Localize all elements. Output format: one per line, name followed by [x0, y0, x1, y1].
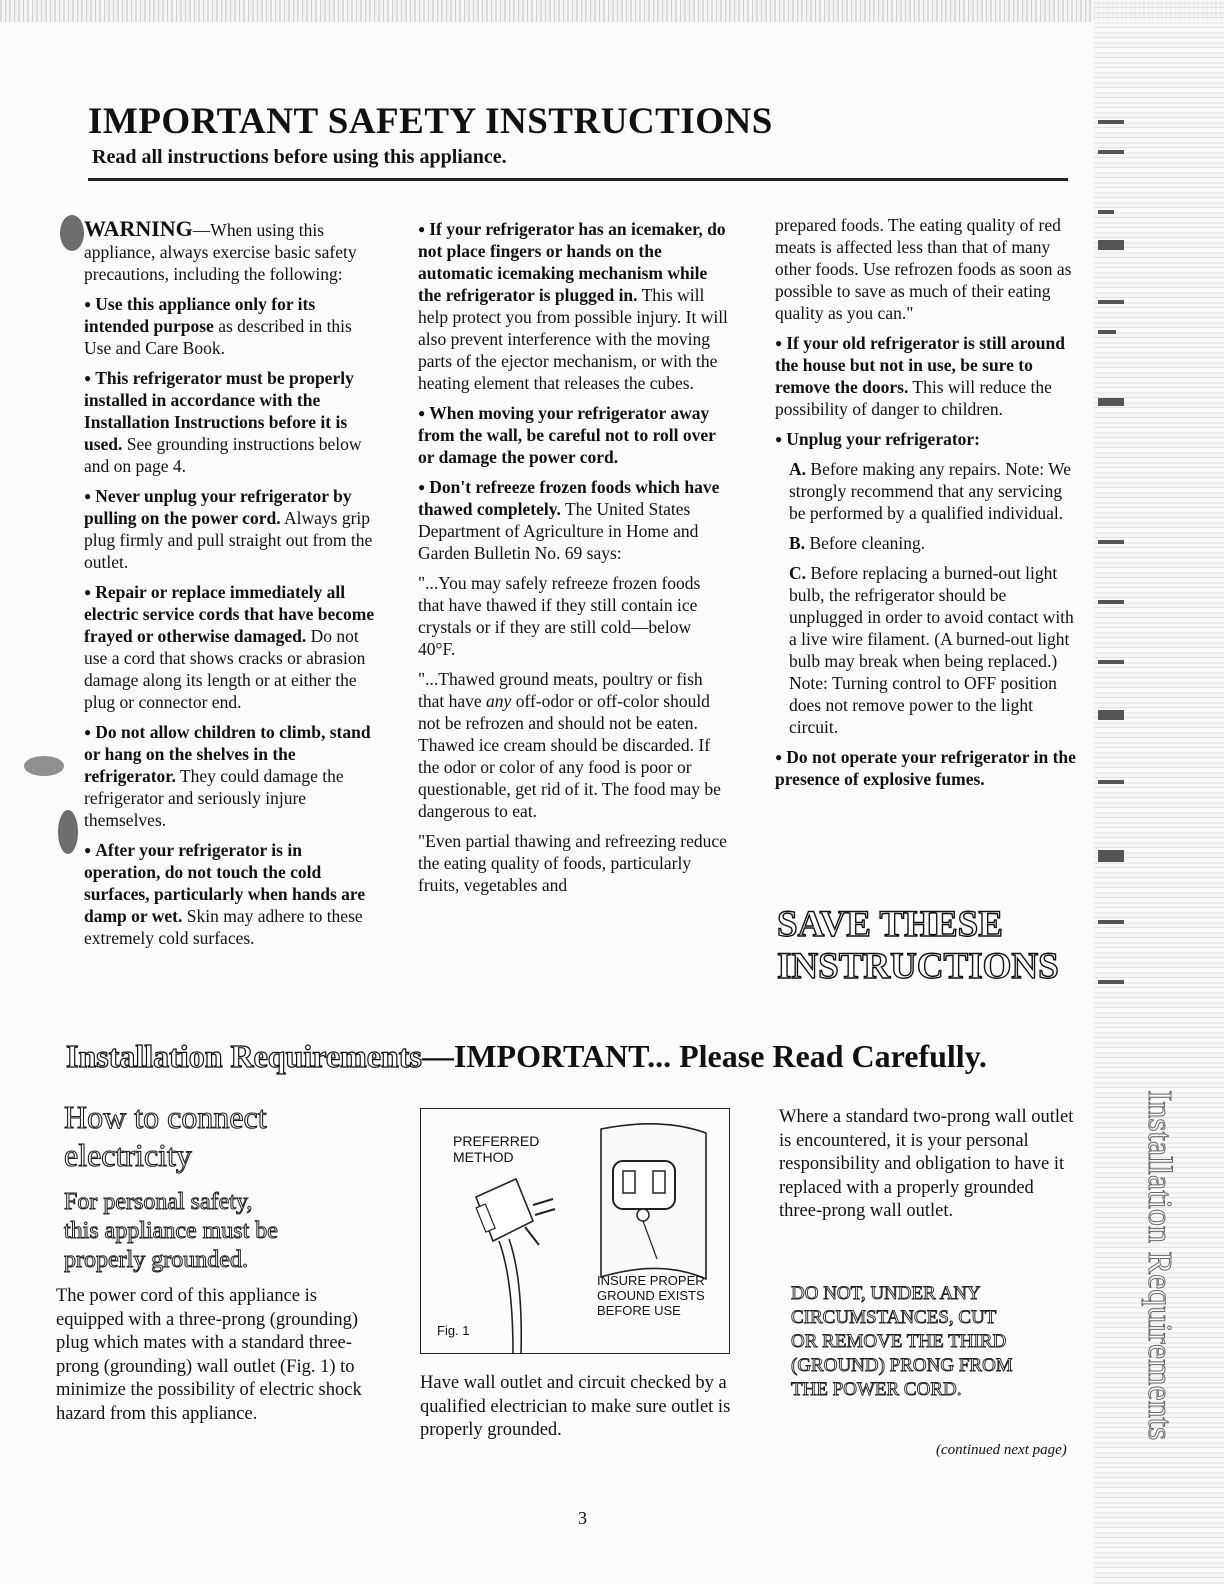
installation-title-outline: Installation Requirements	[66, 1038, 422, 1074]
safety-column-1	[70, 218, 378, 957]
instruction-bold: If your old refrigerator is still around the house but not in use, be sure to remove the doors.	[775, 333, 1065, 397]
figure-text: GROUND EXISTS	[597, 1288, 705, 1303]
list-text: Before cleaning.	[805, 533, 926, 553]
instruction-text: This will help protect you from possible injury. It will also prevent interference with the moving parts of the ejector mechanism, or with the heating element that releases the cubes.	[418, 285, 728, 393]
instruction-bold: When moving your refrigerator away from the wall, be careful not to roll over or damage the power cord.	[418, 403, 716, 467]
instruction-text: as described in this Use and Care Book.	[84, 316, 352, 358]
figure-number: Fig. 1	[437, 1323, 470, 1338]
list-label: B.	[789, 533, 806, 553]
bullet-icon: ●	[418, 222, 426, 236]
bullet-icon: ●	[84, 843, 92, 857]
instruction-bold: Do not operate your refrigerator in the presence of explosive fumes.	[775, 747, 1076, 789]
edge-mark	[1098, 210, 1114, 214]
edge-mark	[1098, 330, 1116, 334]
instruction-bold: This refrigerator must be properly installed in accordance with the Installation Instructions before it is used.	[84, 368, 354, 454]
instruction-bold: Do not allow children to climb, stand or hang on the shelves in the refrigerator.	[84, 722, 371, 786]
installation-heading	[66, 1038, 987, 1075]
edge-mark	[1098, 398, 1124, 406]
how-to-connect-heading	[64, 1098, 267, 1174]
usda-quote-3: "Even partial thawing and refreezing reduce the eating quality of foods, particularly fruits, vegetables and	[418, 831, 727, 895]
warning-line: THE POWER CORD.	[791, 1379, 962, 1400]
grounding-body: The power cord of this appliance is equipped with a three-prong (grounding) plug which mates with a standard three-prong (grounding) wall outlet (Fig. 1) to minimize the possibility of electric shock hazard from this appliance.	[56, 1286, 362, 1424]
instruction-text: The United States Department of Agriculture in Home and Garden Bulletin No. 69 says:	[418, 499, 699, 563]
edge-mark	[1098, 850, 1124, 862]
edge-mark	[1098, 920, 1124, 924]
page-title: IMPORTANT SAFETY INSTRUCTIONS	[88, 101, 773, 142]
instruction-text: Always grip plug firmly and pull straight out from the outlet.	[84, 508, 373, 572]
figure-text: PREFERRED	[453, 1133, 540, 1149]
bullet-icon: ●	[418, 406, 426, 420]
save-line: INSTRUCTIONS	[777, 946, 1059, 987]
instruction-bold: Unplug your refrigerator:	[786, 429, 981, 449]
edge-mark	[1098, 540, 1124, 544]
figure-1	[420, 1108, 730, 1354]
figure-text: METHOD	[453, 1149, 514, 1165]
quote-emphasis: any	[486, 691, 512, 711]
bullet-icon: ●	[775, 432, 783, 446]
instruction-bold: After your refrigerator is in operation, do not touch the cold surfaces, particularly when hands are damp or wet.	[84, 840, 366, 926]
grounding-heading	[64, 1188, 278, 1275]
edge-mark	[1098, 600, 1124, 604]
list-label: A.	[789, 459, 807, 479]
warning-line: DO NOT, UNDER ANY	[791, 1283, 981, 1304]
instruction-text: Do not use a cord that shows cracks or abrasion damage along its length or at either the plug or connector end.	[84, 626, 366, 712]
page-number: 3	[578, 1508, 587, 1528]
bullet-icon: ●	[84, 297, 92, 311]
continued-note: (continued next page)	[936, 1442, 1067, 1458]
usda-quote-2	[418, 668, 730, 822]
edge-mark	[1098, 660, 1124, 664]
page-subtitle: Read all instructions before using this appliance.	[92, 146, 507, 168]
heading-line: this appliance must be	[64, 1218, 278, 1244]
warning-line: (GROUND) PRONG FROM	[791, 1355, 1013, 1376]
do-not-warning	[791, 1282, 1013, 1402]
instruction-bold: Never unplug your refrigerator by pulling on the power cord.	[84, 486, 352, 528]
bullet-icon: ●	[418, 480, 426, 494]
bullet-icon: ●	[84, 371, 92, 385]
instruction-text: See grounding instructions below and on page 4.	[84, 434, 362, 476]
edge-mark	[1098, 240, 1124, 250]
edge-mark	[1098, 980, 1124, 984]
bullet-icon: ●	[84, 585, 92, 599]
bullet-icon: ●	[775, 336, 783, 350]
instruction-bold: Use this appliance only for its intended purpose	[84, 294, 316, 336]
bullet-icon: ●	[84, 489, 92, 503]
figure-caption: Have wall outlet and circuit checked by a qualified electrician to make sure outlet is properly grounded.	[420, 1373, 731, 1440]
instruction-bold: Don't refreeze frozen foods which have thawed completely.	[418, 477, 720, 519]
instruction-text: They could damage the refrigerator and seriously injure themselves.	[84, 766, 344, 830]
scan-border-top	[0, 0, 1224, 22]
header-rule	[88, 178, 1068, 181]
list-text: Before making any repairs. Note: We strongly recommend that any servicing be performed by a qualified individual.	[789, 459, 1072, 523]
punch-hole-mark	[24, 756, 64, 776]
bullet-icon: ●	[775, 750, 783, 764]
safety-column-2	[418, 218, 730, 904]
warning-line: OR REMOVE THE THIRD	[791, 1331, 1007, 1352]
installation-title-rest: —IMPORTANT... Please Read Carefully.	[421, 1038, 987, 1074]
instruction-text: Skin may adhere to these extremely cold surfaces.	[84, 906, 363, 948]
instruction-bold: If your refrigerator has an icemaker, do not place fingers or hands on the automatic icemaking mechanism while the refrigerator is plugged in.	[418, 219, 726, 305]
side-tab-label: Installation Requirements	[1141, 1090, 1178, 1441]
heading-line: electricity	[64, 1137, 192, 1173]
instruction-text: This will reduce the possibility of danger to children.	[775, 377, 1052, 419]
heading-line: How to connect	[64, 1099, 267, 1135]
list-text: Before replacing a burned-out light bulb, the refrigerator should be unplugged in order to avoid contact with a live wire filament. (A burned-out light bulb may break when being replaced.) Note: Turning control to OFF position does not remove power to the light circuit.	[789, 563, 1074, 737]
warning-heading: WARNING	[84, 216, 193, 241]
list-label: C.	[789, 563, 807, 583]
warning-line: CIRCUMSTANCES, CUT	[791, 1307, 997, 1328]
usda-quote-1: "...You may safely refreeze frozen foods that have thawed if they still contain ice crystals or if they are still cold—below 40°F.	[418, 573, 701, 659]
heading-line: properly grounded.	[64, 1247, 248, 1273]
quote-continued: prepared foods. The eating quality of red meats is affected less than that of many other foods. Use refrozen foods as soon as possible to save as much of their eating quality as you can."	[775, 215, 1072, 323]
edge-mark	[1098, 150, 1124, 154]
quote-text: off-odor or off-color should not be refrozen and should not be eaten. Thawed ice cream should be discarded. If the odor or color of any food is poor or questionable, get rid of it. The food may be dangerous to eat.	[418, 691, 721, 821]
instruction-bold: Repair or replace immediately all electric service cords that have become frayed or otherwise damaged.	[84, 582, 375, 646]
save-instructions-heading	[777, 904, 1059, 988]
edge-mark	[1098, 780, 1124, 784]
figure-text: INSURE PROPER	[597, 1273, 705, 1288]
quote-text: "...Thawed ground meats, poultry or fish that have	[418, 669, 703, 711]
heading-line: For personal safety,	[64, 1189, 253, 1215]
edge-mark	[1098, 300, 1124, 304]
safety-column-3	[775, 214, 1080, 798]
figure-text: BEFORE USE	[597, 1303, 681, 1318]
save-line: SAVE THESE	[777, 904, 1003, 945]
figure-label-insure	[597, 1273, 705, 1318]
edge-mark	[1098, 120, 1124, 124]
warning-text: —When using this appliance, always exercise basic safety precautions, including the following:	[84, 220, 357, 284]
edge-mark	[1098, 710, 1124, 720]
two-prong-text: Where a standard two-prong wall outlet is encountered, it is your personal responsibility and obligation to have it replaced with a properly grounded three-prong wall outlet.	[779, 1107, 1074, 1221]
bullet-icon: ●	[84, 725, 92, 739]
